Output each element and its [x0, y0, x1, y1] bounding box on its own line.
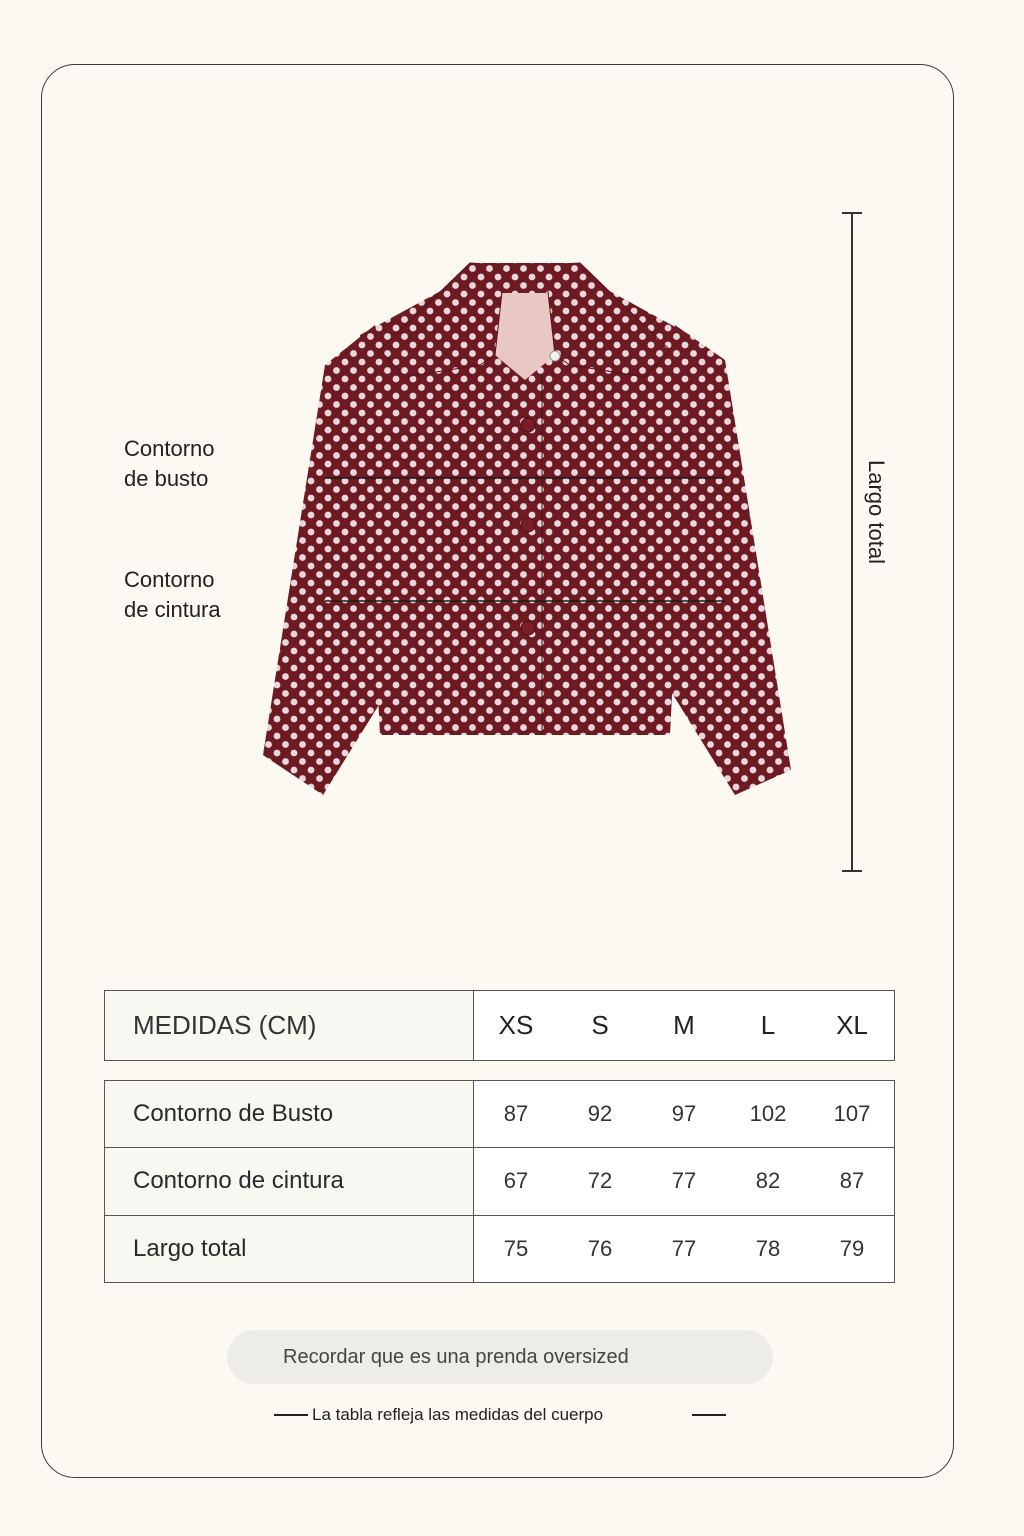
table-cell: 72 [587, 1168, 613, 1194]
divider [274, 1414, 308, 1416]
table-cell: 87 [839, 1168, 865, 1194]
table-cell: 79 [839, 1235, 865, 1261]
table-cell: 75 [503, 1235, 529, 1261]
size-xl: XL [836, 1010, 868, 1040]
table-cell: 97 [671, 1101, 697, 1127]
table-cell: 78 [755, 1235, 781, 1261]
body-measure-note [274, 1403, 726, 1427]
jacket-illustration [255, 255, 800, 805]
oversized-note: Recordar que es una prenda oversized [227, 1330, 773, 1384]
row-label: Largo total [105, 1216, 474, 1282]
table-cell: 67 [503, 1168, 529, 1194]
body-measure-text: La tabla refleja las medidas del cuerpo [312, 1405, 604, 1424]
size-table-body [104, 1080, 895, 1283]
size-m: M [673, 1010, 695, 1040]
table-cell: 76 [587, 1235, 613, 1261]
size-xs: XS [498, 1010, 534, 1040]
table-cell: 92 [587, 1101, 613, 1127]
size-s: S [591, 1010, 609, 1040]
table-row [105, 1081, 894, 1148]
table-cell: 77 [671, 1235, 697, 1261]
size-table-header [104, 990, 895, 1061]
length-label: Largo total [864, 460, 889, 564]
table-row [105, 1216, 894, 1282]
row-label: Contorno de cintura [105, 1148, 474, 1214]
length-measure-cap-top [842, 212, 862, 214]
table-cell: 107 [833, 1101, 871, 1127]
length-measure-line [851, 212, 853, 871]
table-cell: 87 [503, 1101, 529, 1127]
table-cell: 77 [671, 1168, 697, 1194]
bust-label: Contorno de busto [124, 436, 215, 491]
table-row [105, 1148, 894, 1215]
measures-header: MEDIDAS (CM) [105, 991, 474, 1060]
table-cell: 82 [755, 1168, 781, 1194]
row-label: Contorno de Busto [105, 1081, 474, 1147]
divider [692, 1414, 726, 1416]
table-cell: 102 [749, 1101, 787, 1127]
length-measure-cap-bottom [842, 870, 862, 872]
waist-label: Contorno de cintura [124, 567, 221, 622]
size-l: L [760, 1010, 776, 1040]
